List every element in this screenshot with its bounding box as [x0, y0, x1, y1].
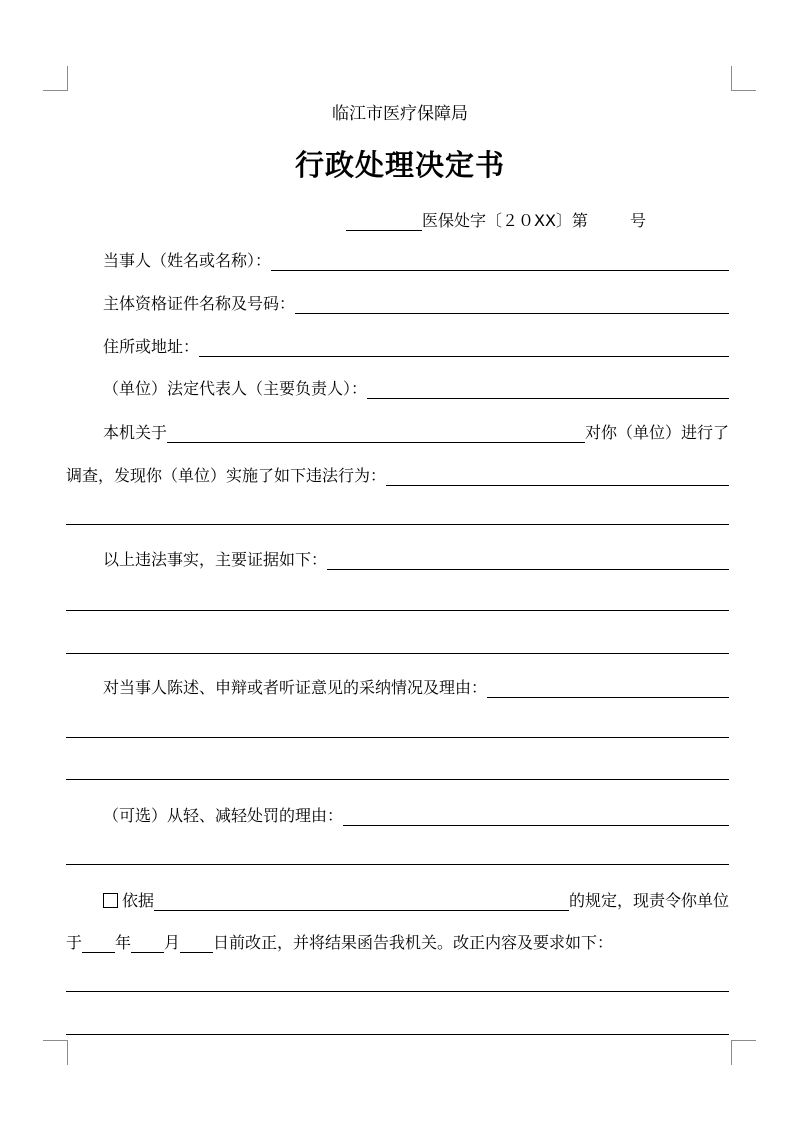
doc-number-label: 医保处字〔２０ⅩⅩ〕第 [422, 211, 588, 230]
basis-label-pre: 依据 [122, 891, 155, 910]
violation-field[interactable] [386, 466, 729, 486]
legal-rep-row [103, 375, 729, 399]
agency-name: 临江市医疗保障局 [332, 104, 468, 124]
mitigation-label: （可选）从轻、减轻处罚的理由： [103, 806, 344, 825]
mitigation-row [103, 802, 729, 826]
investigation-row [103, 419, 729, 443]
crop-mark-bottom-right [731, 1040, 756, 1065]
investigation-label-post: 对你（单位）进行了 [584, 423, 729, 442]
address-row [103, 333, 729, 357]
statement-field-line[interactable] [66, 737, 729, 738]
basis-checkbox[interactable] [103, 893, 118, 908]
crop-mark-top-right [731, 66, 756, 91]
investigation-label-pre: 本机关于 [103, 423, 168, 442]
legal-rep-label: （单位）法定代表人（主要负责人）： [103, 379, 368, 398]
party-label: 当事人（姓名或名称）： [103, 251, 272, 270]
evidence-field-line[interactable] [66, 653, 729, 654]
basis-field[interactable] [154, 891, 569, 911]
evidence-row [103, 546, 729, 570]
document-title: 行政处理决定书 [294, 148, 505, 182]
crop-mark-bottom-left [43, 1040, 68, 1065]
basis-label-post: 的规定，现责令你单位 [568, 891, 729, 910]
id-doc-field[interactable] [295, 294, 729, 314]
statement-row [103, 674, 729, 698]
doc-number-suffix: 号 [629, 211, 646, 230]
evidence-field[interactable] [327, 550, 729, 570]
deadline-year-label: 年 [115, 933, 132, 952]
deadline-year-field[interactable] [82, 933, 115, 953]
statement-field[interactable] [487, 678, 729, 698]
deadline-month-label: 月 [164, 933, 181, 952]
deadline-label-pre: 于 [66, 933, 83, 952]
violation-row [66, 462, 729, 486]
party-field[interactable] [271, 251, 729, 271]
id-doc-label: 主体资格证件名称及号码： [103, 294, 296, 313]
basis-row [103, 887, 729, 911]
violation-field-line[interactable] [66, 524, 729, 525]
deadline-month-field[interactable] [131, 933, 164, 953]
doc-number-prefix-blank[interactable] [346, 211, 422, 231]
deadline-label-post: 日前改正，并将结果函告我机关。改正内容及要求如下： [213, 933, 614, 952]
legal-rep-field[interactable] [367, 379, 729, 399]
statement-field-line[interactable] [66, 779, 729, 780]
address-label: 住所或地址： [103, 337, 200, 356]
address-field[interactable] [199, 337, 729, 357]
party-row [103, 247, 729, 271]
evidence-label: 以上违法事实，主要证据如下： [103, 550, 328, 569]
correction-field-line[interactable] [66, 1034, 729, 1035]
statement-label: 对当事人陈述、申辩或者听证意见的采纳情况及理由： [103, 678, 488, 697]
deadline-day-field[interactable] [180, 933, 213, 953]
correction-field-line[interactable] [66, 991, 729, 992]
id-doc-row [103, 290, 729, 314]
crop-mark-top-left [43, 66, 68, 91]
violation-label: 调查，发现你（单位）实施了如下违法行为： [66, 466, 387, 485]
mitigation-field-line[interactable] [66, 864, 729, 865]
investigation-date-field[interactable] [167, 423, 585, 443]
deadline-row [66, 929, 729, 953]
document-number [346, 207, 646, 231]
mitigation-field[interactable] [343, 806, 729, 826]
evidence-field-line[interactable] [66, 610, 729, 611]
